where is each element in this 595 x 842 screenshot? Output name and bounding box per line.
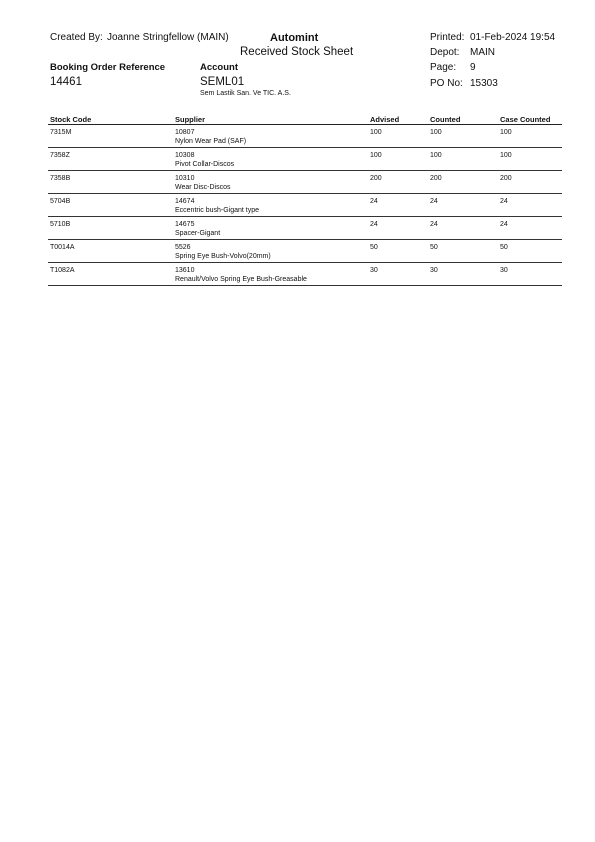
counted-qty: 100: [430, 129, 442, 136]
po-number: 15303: [470, 78, 498, 89]
supplier-code: 10807: [175, 129, 195, 136]
account-name: Sem Lastik San. Ve TIC. A.S.: [200, 90, 291, 97]
depot-value: MAIN: [470, 47, 495, 58]
booking-order-label: Booking Order Reference: [50, 62, 166, 73]
column-header-stock-code: Stock Code: [50, 115, 92, 124]
stock-code: 7358B: [50, 175, 71, 182]
printed-value: 01-Feb-2024 19:54: [470, 32, 556, 43]
item-description: Eccentric bush-Gigant type: [175, 207, 260, 214]
po-label: PO No:: [430, 78, 463, 89]
table-row: [48, 263, 562, 286]
item-description: Spring Eye Bush-Volvo(20mm): [175, 253, 271, 260]
created-by-value: Joanne Stringfellow (MAIN): [107, 32, 229, 43]
stock-code: 5710B: [50, 221, 71, 228]
supplier-code: 13610: [175, 267, 195, 274]
table-row: [48, 194, 562, 217]
item-description: Wear Disc-Discos: [175, 184, 231, 191]
case-counted-qty: 24: [500, 221, 508, 228]
created-by-label: Created By:: [50, 32, 103, 43]
column-header-advised: Advised: [370, 115, 400, 124]
case-counted-qty: 100: [500, 129, 512, 136]
advised-qty: 100: [370, 129, 382, 136]
account-code: SEML01: [200, 76, 245, 88]
case-counted-qty: 24: [500, 198, 508, 205]
company-name: Automint: [270, 32, 319, 44]
counted-qty: 200: [430, 175, 442, 182]
item-description: Pivot Collar-Discos: [175, 161, 235, 168]
column-header-counted: Counted: [430, 115, 461, 124]
supplier-code: 14675: [175, 221, 195, 228]
supplier-code: 5526: [175, 244, 191, 251]
case-counted-qty: 200: [500, 175, 512, 182]
stock-code: T0014A: [50, 244, 75, 251]
stock-code: 7358Z: [50, 152, 70, 159]
table-row: [48, 125, 562, 148]
supplier-code: 10308: [175, 152, 195, 159]
table-row: [48, 240, 562, 263]
advised-qty: 100: [370, 152, 382, 159]
depot-label: Depot:: [430, 47, 460, 58]
advised-qty: 30: [370, 267, 378, 274]
counted-qty: 24: [430, 221, 438, 228]
stock-code: T1082A: [50, 267, 75, 274]
case-counted-qty: 100: [500, 152, 512, 159]
account-label: Account: [200, 62, 238, 73]
item-description: Renault/Volvo Spring Eye Bush-Greasable: [175, 276, 307, 283]
document-title: Received Stock Sheet: [240, 46, 354, 58]
counted-qty: 100: [430, 152, 442, 159]
advised-qty: 24: [370, 198, 378, 205]
case-counted-qty: 50: [500, 244, 508, 251]
counted-qty: 30: [430, 267, 438, 274]
supplier-code: 10310: [175, 175, 195, 182]
advised-qty: 50: [370, 244, 378, 251]
case-counted-qty: 30: [500, 267, 508, 274]
advised-qty: 24: [370, 221, 378, 228]
printed-label: Printed:: [430, 32, 465, 43]
item-description: Nylon Wear Pad (SAF): [175, 138, 247, 145]
page-number: 9: [470, 62, 476, 73]
stock-code: 7315M: [50, 129, 72, 136]
table-row: [48, 171, 562, 194]
booking-order-value: 14461: [50, 76, 82, 88]
column-header-supplier: Supplier: [175, 115, 206, 124]
supplier-code: 14674: [175, 198, 195, 205]
column-header-case-counted: Case Counted: [500, 115, 551, 124]
item-description: Spacer-Gigant: [175, 230, 221, 237]
counted-qty: 50: [430, 244, 438, 251]
table-row: [48, 148, 562, 171]
table-row: [48, 217, 562, 240]
counted-qty: 24: [430, 198, 438, 205]
stock-code: 5704B: [50, 198, 71, 205]
advised-qty: 200: [370, 175, 382, 182]
page-label: Page:: [430, 62, 457, 73]
